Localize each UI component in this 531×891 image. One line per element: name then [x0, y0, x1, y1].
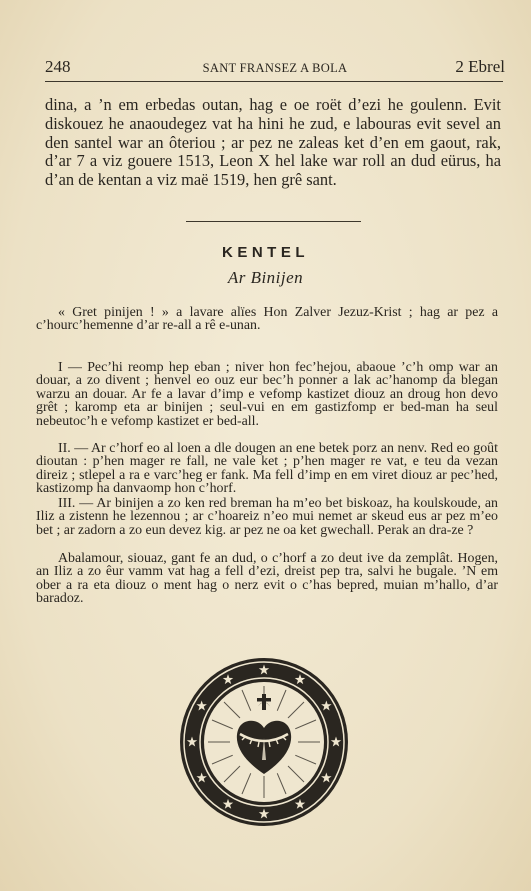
paragraph-iii: III. — Ar binijen a zo ken red breman ha m’eo bet biskoaz, ha koulskoude, an Iliz a zistenn he lezennou ; ar c’hoareiz n’eo mui nemet ar skeud eus ar pez m’eo bet ; ar zadorn a zo eun devez kig. ar pez ne oa ket gwechall. Perak an dra-ze ? [36, 496, 498, 538]
paragraph-i: I — Pec’hi reomp hep eban ; niver hon fec’hejou, abaoue ’c’h omp war an douar, a zo divent ; henvel eo ouz eur bec’h ponner a lak ac’hanomp da blegan warzu an douar. Ar fe a lavar d’imp e vefomp kastizet diouz an droug hon devo grêt ; karomp eta ar binijen ; seul-vui en em gastizfomp er bed-man ha seul nebeutoc’h e vefomp kastizet er bed-all. [36, 360, 498, 429]
page-number: 248 [45, 57, 71, 76]
section-subtitle: Ar Binijen [227, 268, 304, 287]
header-rule [45, 81, 503, 82]
sacred-heart-icon [178, 656, 350, 828]
paragraph-quote: « Gret pinijen ! » a lavare alïes Hon Zalver Jezuz-Krist ; hag ar pez a c’hourc’hemenne d’ar re-all a rê e-unan. [36, 305, 498, 334]
paragraph-ii: II. — Ar c’horf eo al loen a dle dougen an ene betek porz an nenv. Red eo goût dioutan : p’hen mager re fall, ne vale ket ; p’hen mager re vat, e teu da vezan direiz ; stlepel a ra e varc’heg er fank. Ma fell d’imp en em viret diouz ar pec’hed, kastizomp ha danvaomp hon c’horf. [36, 441, 498, 497]
paragraph-conclusion: Abalamour, siouaz, gant fe an dud, o c’horf a zo deut ive da zemplât. Hogen, an Iliz a zo êur vamm vat hag a fell d’ezi, dreist pep tra, salvi he bugale. ’N em ober a ra eta diouz o ment hag o nerz evit o c’has bepred, muian m’hallo, d’ar baradoz. [36, 551, 498, 607]
header-date: 2 Ebrel [455, 57, 505, 76]
running-title: SANT FRANSEZ A BOLA [202, 61, 348, 75]
section-divider [186, 221, 361, 222]
running-header [45, 55, 505, 81]
intro-paragraph: dina, a ’n em erbedas outan, hag e oe roët d’ezi he goulenn. Evit diskouez he anaoudegez vat ha hini he zud, e labouras evit sevel an den santel war an ôteriou ; ar pez ne zaleas ket d’en em gaout, rak, d’ar 7 a viz gouere 1513, Leon X hel lake war roll an dud eürus, ha d’an de kentan a viz maë 1519, hen grê sant. [45, 95, 501, 190]
section-heading: KENTEL [222, 244, 309, 261]
